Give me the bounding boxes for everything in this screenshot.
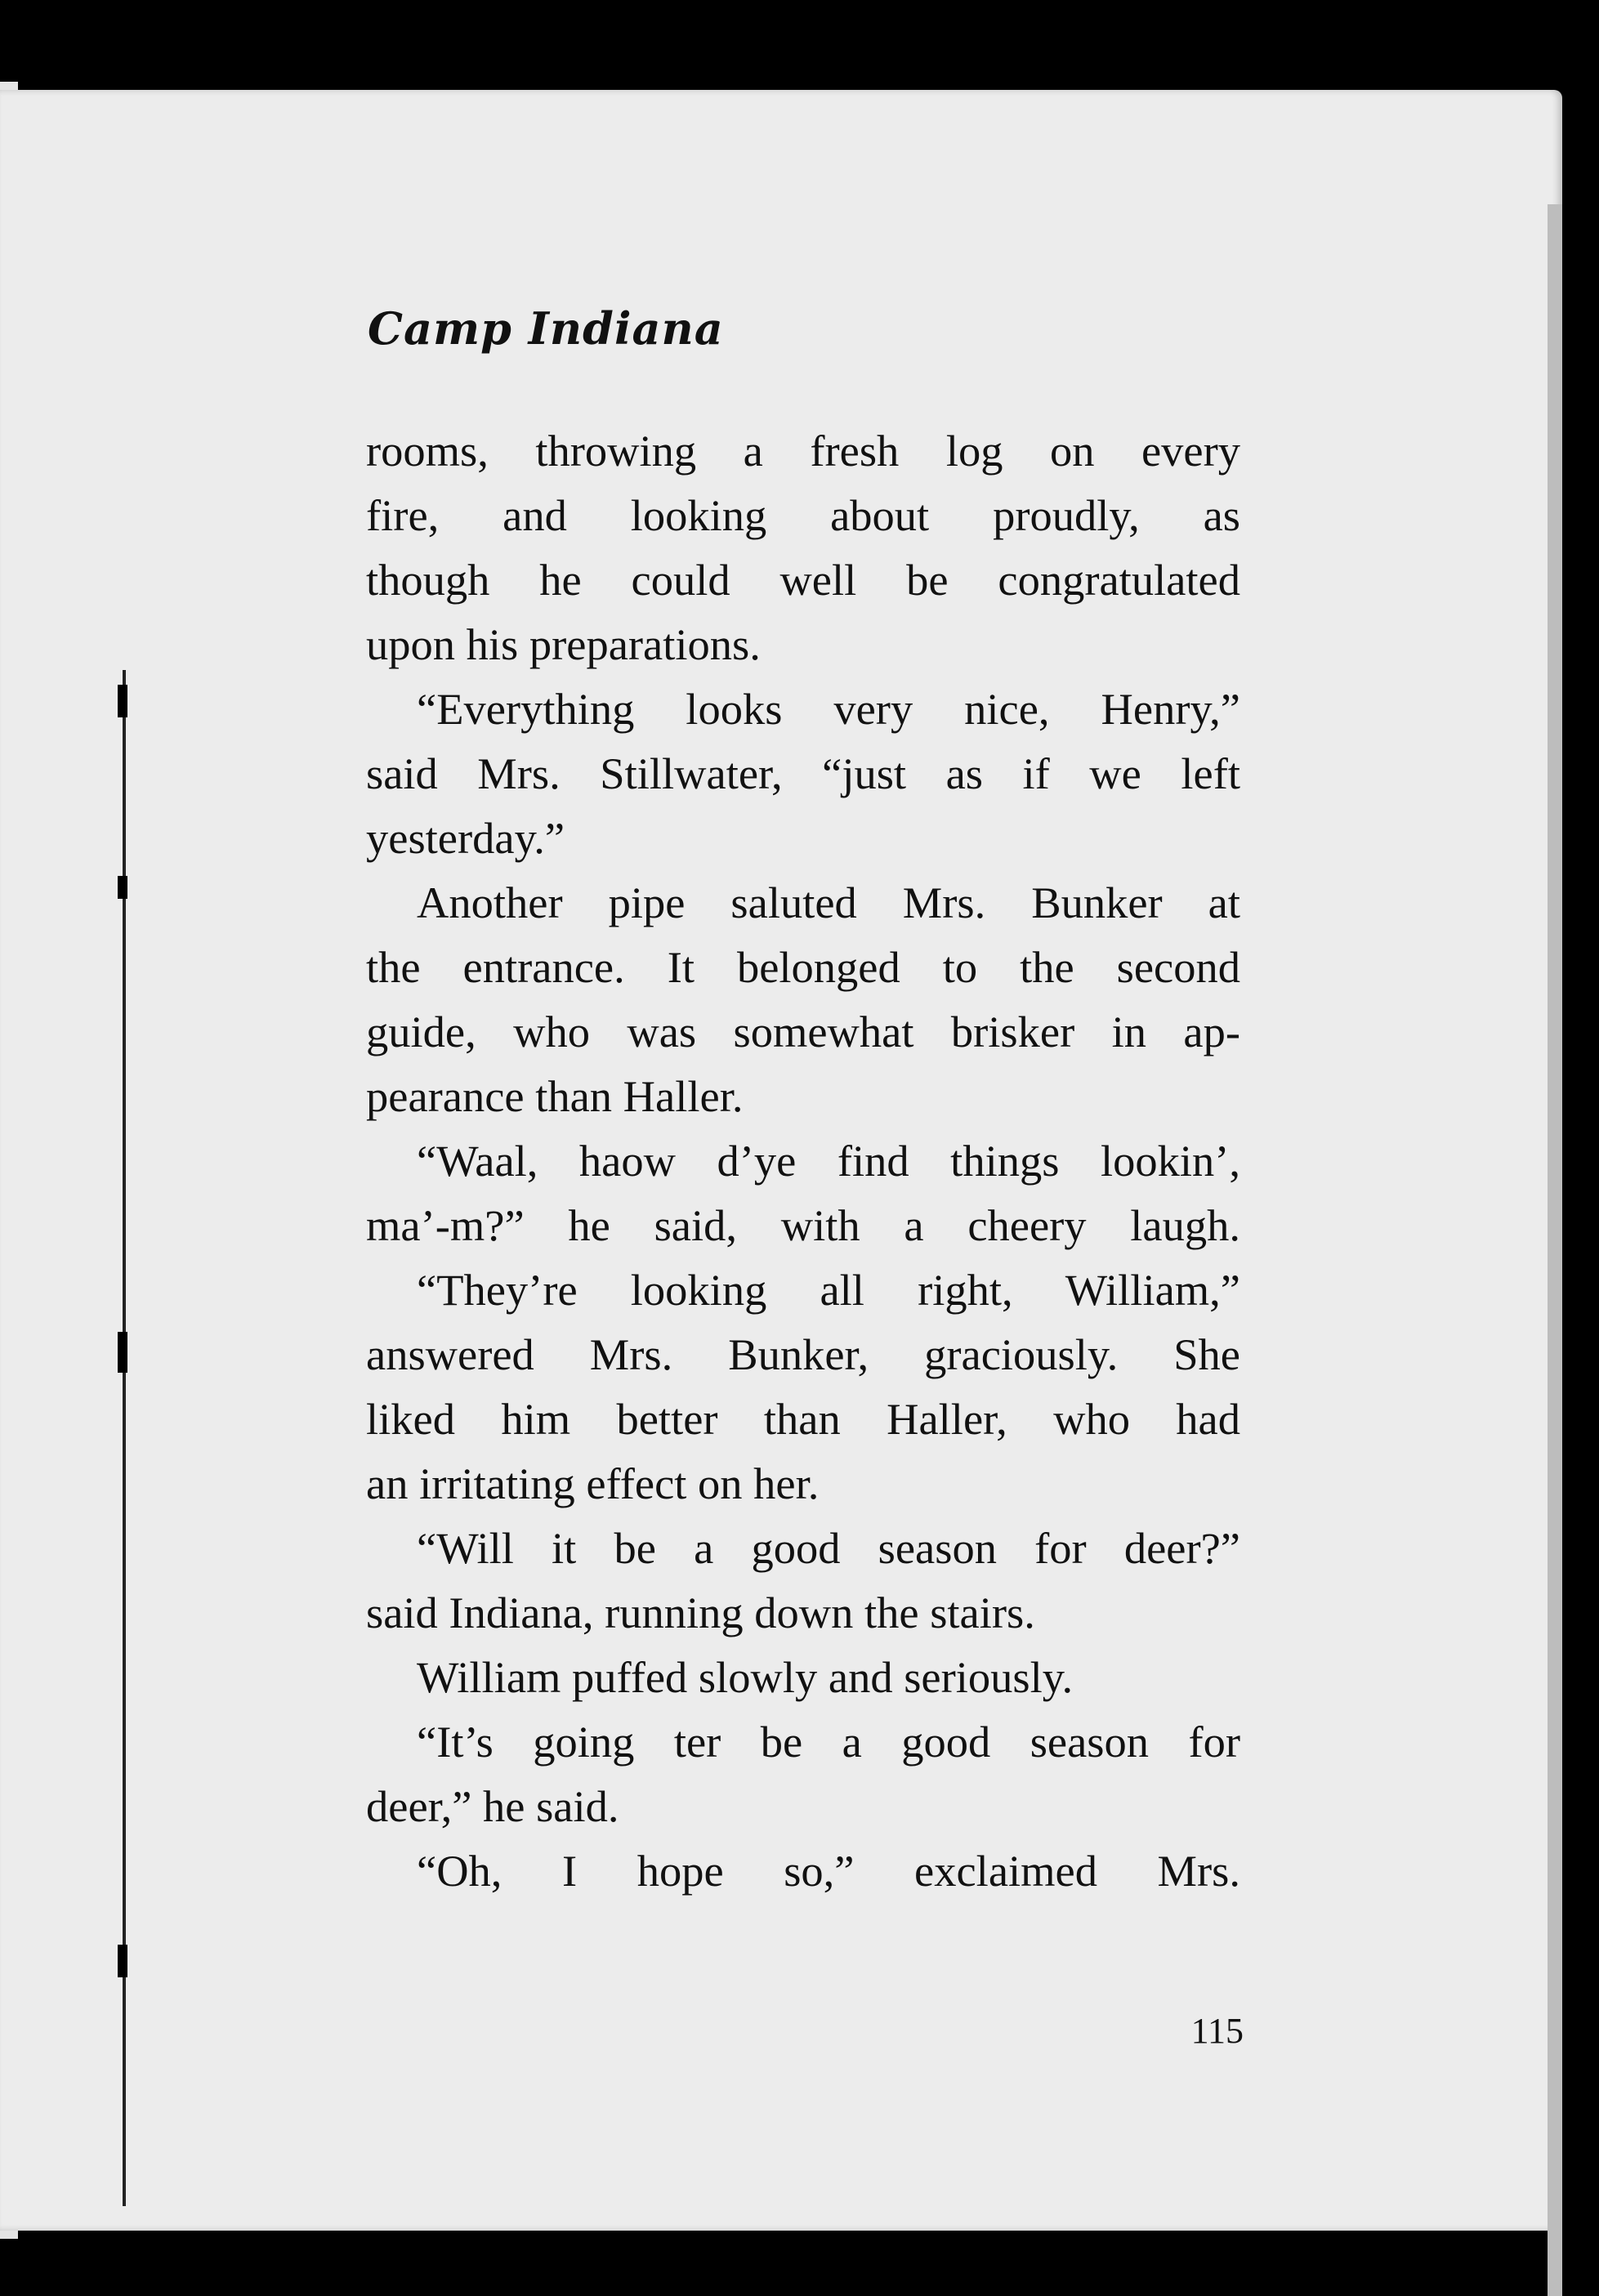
text-line: rooms, throwing a fresh log on every — [366, 426, 1240, 476]
page-number: 115 — [1190, 2011, 1244, 2051]
text-line: said Indiana, running down the stairs. — [366, 1588, 1035, 1637]
body-text — [366, 418, 1240, 1903]
text-line: “Oh, I hope so,” exclaimed Mrs. — [417, 1846, 1240, 1896]
text-line: deer,” he said. — [366, 1781, 619, 1831]
text-line: liked him better than Haller, who had — [366, 1394, 1240, 1444]
text-line: though he could well be congratulated — [366, 555, 1240, 605]
running-head: Camp Indiana — [368, 302, 724, 355]
gutter-mark — [118, 1332, 127, 1373]
gutter-mark — [118, 876, 127, 899]
text-line: ma’-m?” he said, with a cheery laugh. — [366, 1200, 1240, 1250]
text-line: upon his preparations. — [366, 619, 761, 669]
text-line: pearance than Haller. — [366, 1071, 744, 1121]
text-line: guide, who was somewhat brisker in ap- — [366, 1007, 1240, 1056]
text-line: “They’re looking all right, William,” — [417, 1265, 1240, 1315]
page-right-edge — [1548, 204, 1562, 2296]
gutter-mark — [118, 1945, 127, 1977]
text-line: yesterday.” — [366, 813, 565, 863]
text-line: “Waal, haow d’ye find things lookin’, — [417, 1136, 1240, 1186]
text-line: an irritating effect on her. — [366, 1458, 820, 1508]
text-line: said Mrs. Stillwater, “just as if we left — [366, 748, 1240, 798]
text-line: “Everything looks very nice, Henry,” — [417, 684, 1240, 734]
text-line: William puffed slowly and seriously. — [417, 1652, 1074, 1702]
text-line: answered Mrs. Bunker, graciously. She — [366, 1329, 1240, 1379]
text-line: Another pipe saluted Mrs. Bunker at — [417, 878, 1240, 927]
text-line: “It’s going ter be a good season for — [417, 1717, 1240, 1767]
text-line: fire, and looking about proudly, as — [366, 490, 1240, 540]
text-line: the entrance. It belonged to the second — [366, 942, 1240, 992]
gutter-mark — [118, 685, 127, 717]
text-line: “Will it be a good season for deer?” — [417, 1523, 1240, 1573]
